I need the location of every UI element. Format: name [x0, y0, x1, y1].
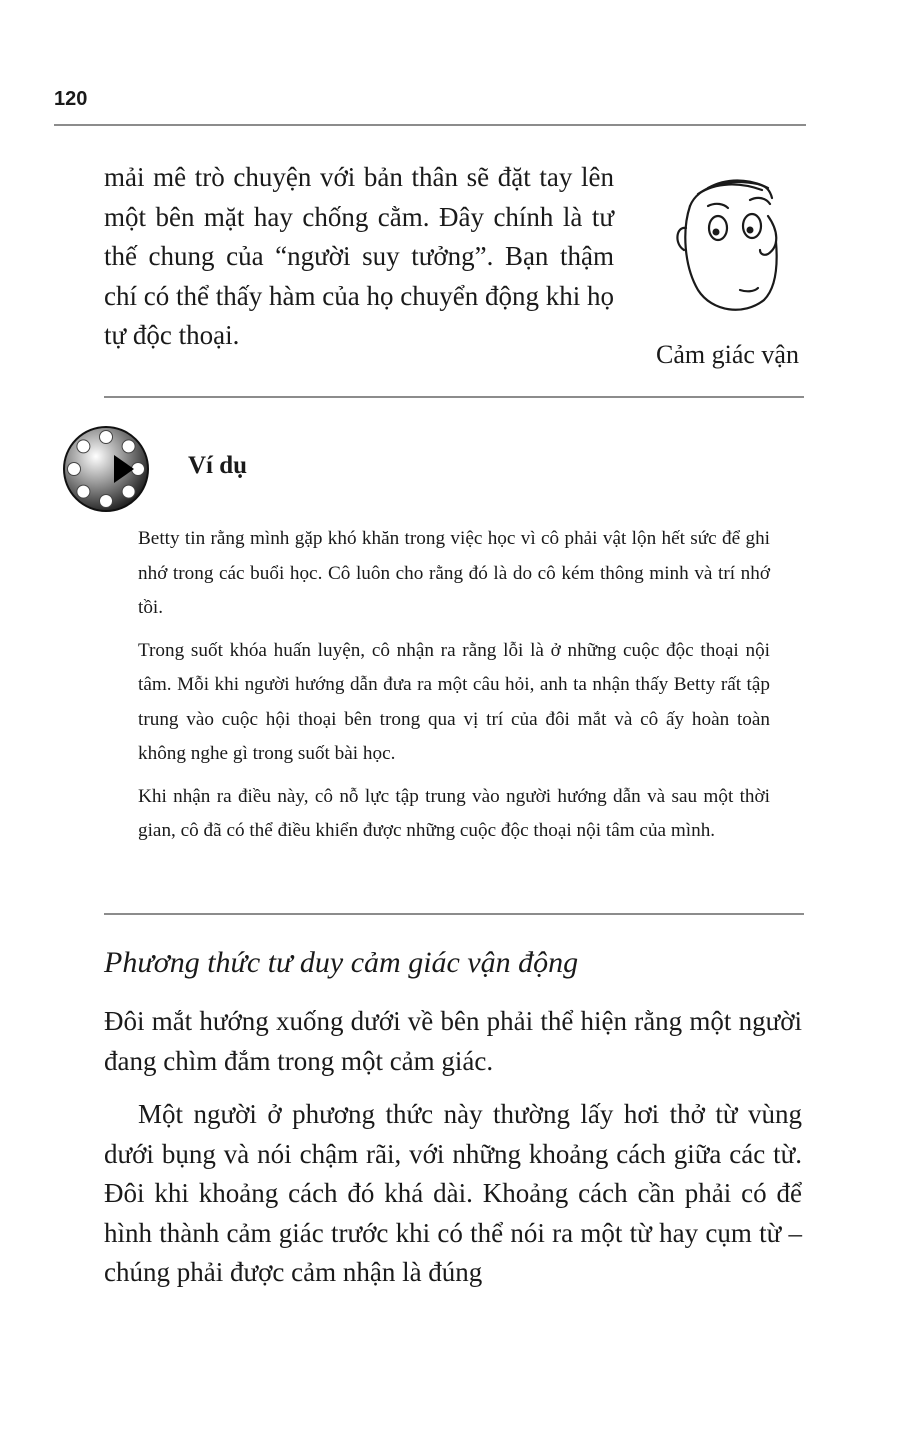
section-heading: Phương thức tư duy cảm giác vận động [104, 946, 579, 979]
body-paragraph: Một người ở phương thức này thường lấy hơi thở từ vùng dưới bụng và nói chậm rãi, với những khoảng cách giữa các từ. Đôi khi khoảng cách đó khá dài. Khoảng cách cần phải có để hình thành cảm giác trước khi có thể nói ra một từ hay cụm từ – chúng phải được cảm nhận là đúng [104, 1099, 802, 1287]
header-rule [54, 124, 806, 126]
body-paragraph: Đôi mắt hướng xuống dưới về bên phải thể hiện rằng một người đang chìm đắm trong một cảm giác. [104, 1006, 802, 1076]
thinking-face-illustration [668, 170, 786, 320]
example-top-rule [104, 396, 804, 398]
example-paragraph: Trong suốt khóa huấn luyện, cô nhận ra rằng lỗi là ở những cuộc độc thoại nội tâm. Mỗi khi người hướng dẫn đưa ra một câu hỏi, anh ta nhận thấy Betty rất tập trung vào cuộc hội thoại bên trong qua vị trí của đôi mắt và cô ấy hoàn toàn không nghe gì trong suốt bài học. [138, 639, 770, 764]
intro-paragraph: mải mê trò chuyện với bản thân sẽ đặt tay lên một bên mặt hay chống cằm. Đây chính là tư thế chung của “người suy tưởng”. Bạn thậm chí có thể thấy hàm của họ chuyển động khi họ tự độc thoại. [104, 162, 614, 350]
example-heading: Ví dụ [188, 452, 248, 479]
example-bottom-rule [104, 913, 804, 915]
page-number: 120 [54, 88, 88, 110]
example-paragraph: Betty tin rằng mình gặp khó khăn trong việc học vì cô phải vật lộn hết sức để ghi nhớ trong các buổi học. Cô luôn cho rằng đó là do cô kém thông minh và trí nhớ tồi. [138, 528, 770, 618]
example-paragraph: Khi nhận ra điều này, cô nỗ lực tập trung vào người hướng dẫn và sau một thời gian, cô đã có thể điều khiển được những cuộc độc thoại nội tâm của mình. [138, 785, 770, 841]
example-body [138, 522, 770, 857]
film-reel-play-icon [62, 425, 150, 513]
figure-caption: Cảm giác vận [656, 340, 799, 369]
